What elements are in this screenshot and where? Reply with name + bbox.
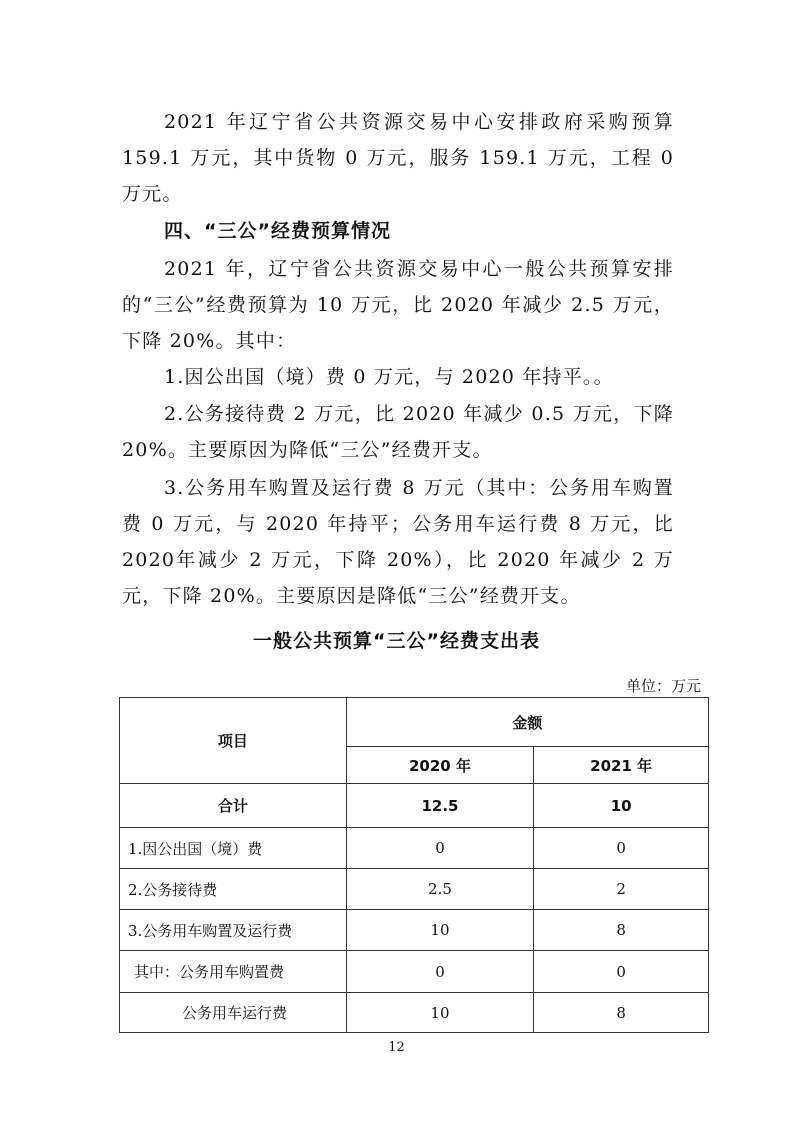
paragraph-three-public-summary: 2021 年，辽宁省公共资源交易中心一般公共预算安排的“三公”经费预算为 10 万元，比 2020 年减少 2.5 万元，下降 20%。其中： xyxy=(122,258,674,352)
paragraph-reception: 2.公务接待费 2 万元，比 2020 年减少 0.5 万元，下降20%。主要原因为降低“三公”经费开支。 xyxy=(122,403,674,461)
paragraph-procurement-budget: 2021 年辽宁省公共资源交易中心安排政府采购预算159.1 万元，其中货物 0 万元，服务 159.1 万元，工程 0 万元。 xyxy=(122,111,674,205)
expense-table xyxy=(119,697,709,1033)
paragraph-vehicles: 3.公务用车购置及运行费 8 万元（其中：公务用车购置费 0 万元，与 2020 年持平；公务用车运行费 8 万元，比 2020年减少 2 万元，下降 20%），比 2020 年减少 2 万元，下降 20%。主要原因是降低“三公”经费开支。 xyxy=(122,477,674,607)
table-title: 一般公共预算“三公”经费支出表 xyxy=(253,630,540,652)
table-row xyxy=(120,828,709,869)
table-row xyxy=(120,993,709,1033)
cell-2021: 8 xyxy=(534,993,709,1033)
cell-2021: 8 xyxy=(534,910,709,951)
row-label: 2.公务接待费 xyxy=(120,869,347,910)
cell-2020: 10 xyxy=(346,910,534,951)
cell-2021: 2 xyxy=(534,869,709,910)
header-2020: 2020 年 xyxy=(346,747,534,784)
row-label: 3.公务用车购置及运行费 xyxy=(120,910,347,951)
table-row xyxy=(120,910,709,951)
row-label: 其中：公务用车购置费 xyxy=(120,951,347,993)
cell-2020: 2.5 xyxy=(346,869,534,910)
page-number: 12 xyxy=(388,1040,405,1055)
table-row xyxy=(120,951,709,993)
header-item: 项目 xyxy=(120,698,347,784)
cell-2020: 12.5 xyxy=(346,784,534,828)
table-unit: 单位：万元 xyxy=(625,677,701,695)
table-row xyxy=(120,869,709,910)
section-heading: 四、“三公”经费预算情况 xyxy=(164,220,391,242)
cell-2021: 0 xyxy=(534,828,709,869)
cell-2020: 10 xyxy=(346,993,534,1033)
row-label: 公务用车运行费 xyxy=(120,993,347,1033)
row-label: 1.因公出国（境）费 xyxy=(120,828,347,869)
paragraph-overseas-travel: 1.因公出国（境）费 0 万元，与 2020 年持平。。 xyxy=(164,366,614,388)
row-label: 合计 xyxy=(120,784,347,828)
cell-2020: 0 xyxy=(346,951,534,993)
cell-2021: 10 xyxy=(534,784,709,828)
table-row xyxy=(120,784,709,828)
cell-2021: 0 xyxy=(534,951,709,993)
header-2021: 2021 年 xyxy=(534,747,709,784)
header-amount: 金额 xyxy=(346,698,708,747)
cell-2020: 0 xyxy=(346,828,534,869)
